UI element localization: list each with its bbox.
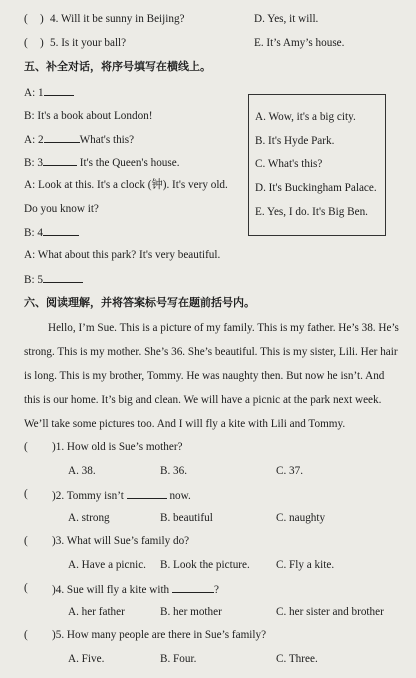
- q2-answer-paren[interactable]: (: [24, 488, 28, 500]
- q5-text: 5. Is it your ball?: [50, 37, 127, 49]
- q2-text-post: now.: [169, 490, 191, 502]
- q4-option-b: B. her mother: [160, 606, 222, 618]
- dialog-line-3-post: What's this?: [79, 134, 135, 146]
- answer-blank-2[interactable]: [44, 132, 80, 143]
- passage-line-1: Hello, I’m Sue. This is a picture of my family. This is my father. He’s 38. He’s: [48, 322, 399, 334]
- q2-option-c: C. naughty: [276, 512, 326, 524]
- q1-answer-paren[interactable]: (: [24, 441, 28, 453]
- dialog-line-6: [24, 202, 99, 216]
- q5-option-b: B. Four.: [160, 653, 197, 665]
- passage-line-3: is long. This is my brother, Tommy. He was naughty then. But now he isn’t. And: [24, 370, 385, 382]
- passage-line-5: We’ll take some pictures too. And I will fly a kite with Lili and Tommy.: [24, 418, 346, 430]
- dialog-line-8-text: A: What about this park? It's very beautiful.: [24, 249, 221, 261]
- q1-text: )1. How old is Sue’s mother?: [52, 441, 183, 453]
- q3-option-a: A. Have a picnic.: [68, 559, 146, 571]
- q5-option-a: A. Five.: [68, 653, 105, 665]
- dialog-line-1-text: A: 1: [24, 87, 44, 99]
- answer-blank-4[interactable]: [43, 225, 79, 236]
- options-box-c: C. What's this?: [255, 158, 323, 170]
- q5-paren-close: ): [40, 37, 44, 49]
- dialog-line-4-pre: B: 3: [24, 157, 43, 169]
- options-box-d: D. It's Buckingham Palace.: [255, 182, 377, 194]
- q1-option-c: C. 37.: [276, 465, 304, 477]
- passage-line-2: strong. This is my mother. She’s 36. She’s beautiful. This is my sister, Lili. Her hair: [24, 346, 398, 358]
- q4-text: 4. Will it be sunny in Beijing?: [50, 13, 185, 25]
- q5-answer-paren[interactable]: (: [24, 629, 28, 641]
- passage-line-4: this is our home. It’s big and clean. We will have a picnic at the park next week.: [24, 394, 382, 406]
- section5-heading: 五、补全对话，将序号填写在横线上。: [24, 60, 211, 73]
- q4-text-post: ?: [213, 584, 219, 596]
- q4-paren-close: ): [40, 13, 44, 25]
- q4-option-c: C. her sister and brother: [276, 606, 384, 618]
- q5-paren-open: (: [24, 37, 28, 49]
- q4-blank[interactable]: [172, 582, 214, 593]
- dialog-line-7-text: B: 4: [24, 227, 43, 239]
- dialog-line-3: [24, 132, 134, 147]
- dialog-line-5: [24, 178, 228, 192]
- q2-text: [52, 488, 191, 502]
- options-box-e: E. Yes, I do. It's Big Ben.: [255, 206, 368, 218]
- dialog-line-9-text: B: 5: [24, 274, 43, 286]
- dialog-line-2-text: B: It's a book about London!: [24, 110, 153, 122]
- dialog-line-6-text: Do you know it?: [24, 203, 99, 215]
- options-box-a: A. Wow, it's a big city.: [255, 111, 356, 123]
- options-box-b: B. It's Hyde Park.: [255, 135, 335, 147]
- dialog-line-4-post: It's the Queen's house.: [76, 157, 180, 169]
- option-d-top: D. Yes, it will.: [254, 13, 319, 25]
- q4-option-a: A. her father: [68, 606, 125, 618]
- q2-text-pre: )2. Tommy isn’t: [52, 490, 124, 502]
- q4-paren-open: (: [24, 13, 28, 25]
- dialog-line-9: [24, 272, 83, 287]
- options-box: [248, 94, 386, 236]
- q4-answer-paren[interactable]: (: [24, 582, 28, 594]
- q2-option-b: B. beautiful: [160, 512, 213, 524]
- answer-blank-3[interactable]: [43, 155, 77, 166]
- section6-heading: 六、阅读理解，并将答案标号写在题前括号内。: [24, 296, 255, 309]
- q3-text: )3. What will Sue’s family do?: [52, 535, 190, 547]
- q4-text-pre: )4. Sue will fly a kite with: [52, 584, 170, 596]
- dialog-line-8: [24, 248, 220, 262]
- q2-option-a: A. strong: [68, 512, 110, 524]
- q4-text: [52, 582, 219, 596]
- dialog-line-1: [24, 85, 74, 100]
- dialog-line-5-text: A: Look at this. It's a clock (钟). It's very old.: [24, 179, 228, 191]
- q3-option-c: C. Fly a kite.: [276, 559, 335, 571]
- dialog-line-4: [24, 155, 180, 170]
- q1-option-a: A. 38.: [68, 465, 96, 477]
- q3-option-b: B. Look the picture.: [160, 559, 250, 571]
- q5-option-c: C. Three.: [276, 653, 318, 665]
- dialog-line-3-pre: A: 2: [24, 134, 44, 146]
- q1-option-b: B. 36.: [160, 465, 188, 477]
- dialog-line-7: [24, 225, 79, 240]
- q2-blank[interactable]: [127, 488, 167, 499]
- dialog-line-2: [24, 109, 152, 123]
- option-e-top: E. It’s Amy’s house.: [254, 37, 345, 49]
- answer-blank-1[interactable]: [44, 85, 74, 96]
- answer-blank-5[interactable]: [43, 272, 83, 283]
- q5-text: )5. How many people are there in Sue’s family?: [52, 629, 267, 641]
- q3-answer-paren[interactable]: (: [24, 535, 28, 547]
